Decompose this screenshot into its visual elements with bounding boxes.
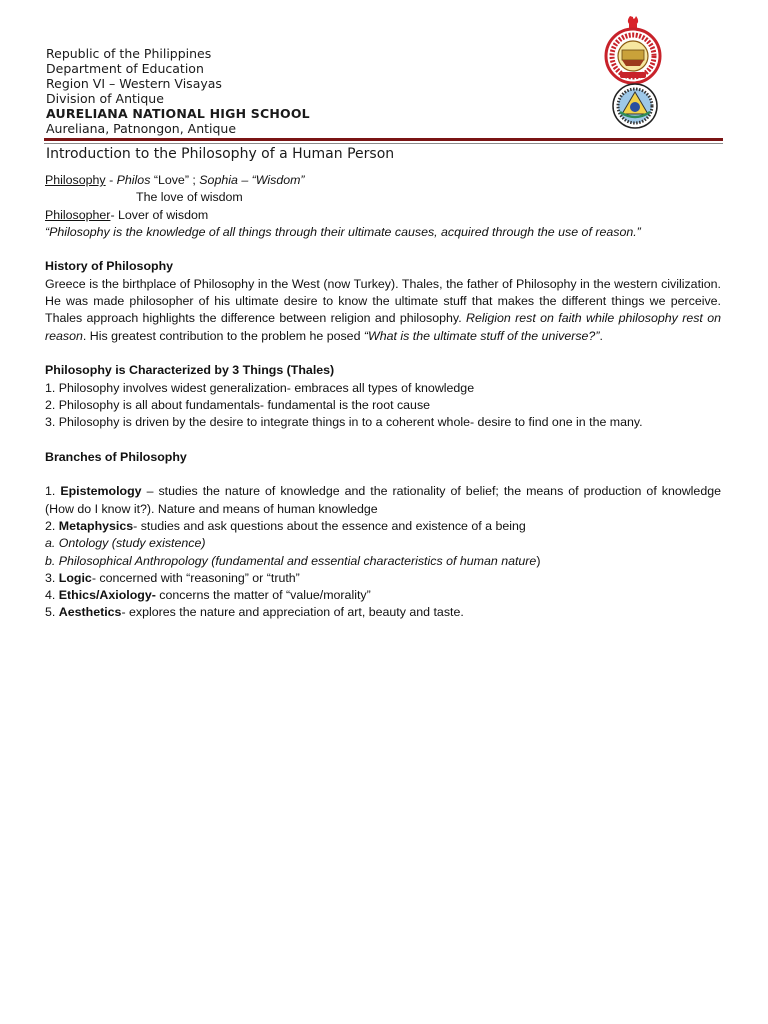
list-item: 2. Philosophy is all about fundamentals- fundamental is the root cause [45, 397, 431, 412]
branch-ethics: 4. Ethics/Axiology- concerns the matter of “value/morality” [45, 588, 371, 603]
header-line-deped: Department of Education [46, 61, 204, 76]
school-seal-logo [606, 82, 664, 130]
heading-branches: Branches of Philosophy [45, 449, 187, 464]
list-item: 1. Philosophy involves widest generalization- embraces all types of knowledge [45, 380, 475, 395]
document-title: Introduction to the Philosophy of a Human Person [46, 146, 395, 162]
heading-characterized: Philosophy is Characterized by 3 Things (Thales) [45, 363, 335, 378]
definition-philosophy: Philosophy - Philos “Love” ; Sophia – “Wisdom” [45, 173, 305, 187]
school-address: Aureliana, Patnongon, Antique [46, 121, 237, 136]
history-paragraph: Greece is the birthplace of Philosophy in the West (now Turkey). Thales, the father of Philosophy in the western civilization. He was made philosopher of his ultimate desire to know the ultimate stuff that makes the different things we perceive. Thales approach highlights the difference between religion and philosophy. Religion rest on faith while philosophy rest on reason. His greatest contribution to the problem he posed “What is the ultimate stuff of the universe?”. [45, 276, 721, 343]
definition-meaning: The love of wisdom [136, 190, 243, 205]
header-line-republic: Republic of the Philippines [46, 46, 212, 61]
header-line-division: Division of Antique [46, 91, 164, 106]
branch-metaphysics: 2. Metaphysics- studies and ask questions about the essence and existence of a being [45, 518, 526, 533]
branch-anthropology: b. Philosophical Anthropology (fundamental and essential characteristics of human nature) [45, 553, 541, 568]
definition-philosopher: Philosopher- Lover of wisdom [45, 207, 209, 222]
branch-aesthetics: 5. Aesthetics- explores the nature and appreciation of art, beauty and taste. [45, 605, 464, 620]
school-name: AURELIANA NATIONAL HIGH SCHOOL [46, 106, 310, 121]
term-philosopher: Philosopher [45, 207, 111, 222]
branch-ontology: a. Ontology (study existence) [45, 536, 206, 551]
branch-epistemology: 1. Epistemology – studies the nature of knowledge and the rationality of belief; the means of production of knowledge (How do I know it?). Nature and means of human knowledge [45, 484, 721, 516]
term-philosophy: Philosophy [45, 173, 106, 187]
division-seal-logo [602, 14, 664, 86]
header-rule-gray [44, 143, 723, 144]
heading-history: History of Philosophy [45, 259, 174, 274]
header-rule-red [44, 138, 723, 141]
branch-logic: 3. Logic- concerned with “reasoning” or “truth” [45, 570, 300, 585]
letterhead [46, 46, 310, 136]
philosophy-quote: “Philosophy is the knowledge of all things through their ultimate causes, acquired through the use of reason.” [45, 224, 641, 239]
header-line-region: Region VI – Western Visayas [46, 76, 222, 91]
list-item: 3. Philosophy is driven by the desire to integrate things in to a coherent whole- desire to find one in the many. [45, 415, 643, 430]
document-body [45, 172, 721, 622]
